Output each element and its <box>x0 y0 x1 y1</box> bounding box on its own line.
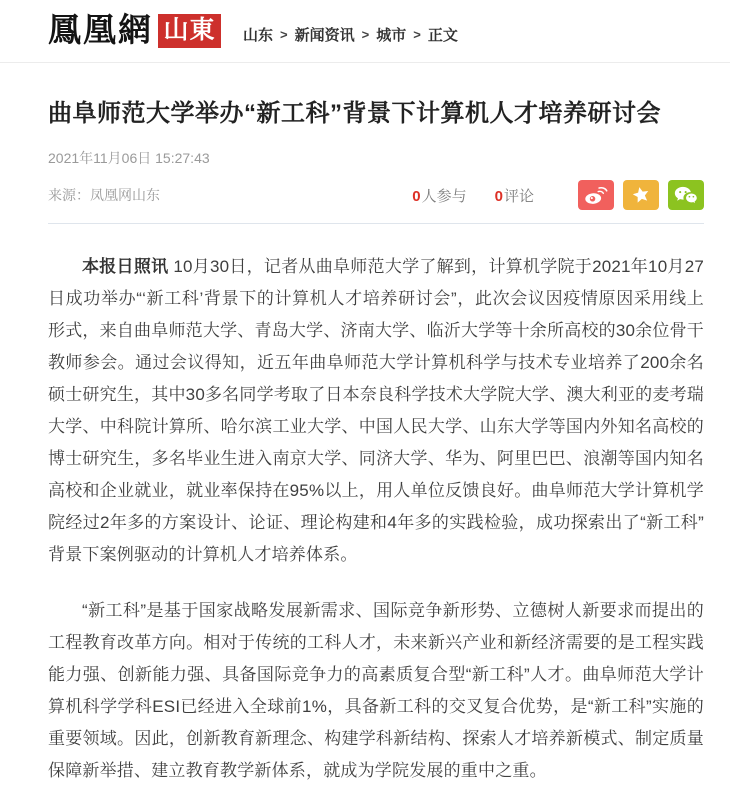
breadcrumb <box>243 24 458 45</box>
participation-number: 0 <box>412 187 421 205</box>
logo-region-badge: 山東 <box>158 14 221 48</box>
paragraph-2-text: “新工科”是基于国家战略发展新需求、国际竞争新形势、立德树人新要求而提出的工程教育改革方向。相对于传统的工科人才，未来新兴产业和新经济需要的是工程实践能力强、创新能力强、具备国际竞争力的高素质复合型“新工科”人才。曲阜师范大学计算机科学学科ESI已经进入全球前1%，具备新工科的交叉复合优势，是“新工科”实施的重要领域。因此，创新教育新理念、构建学科新结构、探索人才培养新模式、制定质量保障新举措、建立教育教学新体系，就成为学院发展的重中之重。 <box>48 601 704 780</box>
comment-number: 0 <box>494 187 503 205</box>
article <box>0 98 730 787</box>
breadcrumb-item-city[interactable]: 城市 <box>376 26 407 44</box>
breadcrumb-separator: > <box>361 26 370 42</box>
comment-label: 评论 <box>503 187 534 205</box>
breadcrumb-item-shandong[interactable]: 山东 <box>243 26 274 44</box>
share-buttons <box>578 180 704 210</box>
meta-row <box>48 180 704 210</box>
breadcrumb-item-news[interactable]: 新闻资讯 <box>294 26 355 44</box>
article-title: 曲阜师范大学举办“新工科”背景下计算机人才培养研讨会 <box>48 100 661 127</box>
engagement-counts <box>412 185 534 206</box>
weibo-icon <box>584 185 608 206</box>
favorite-star-icon <box>630 184 652 206</box>
source-value: 凤凰网山东 <box>90 187 160 203</box>
paragraph-2 <box>48 595 704 787</box>
wechat-share-button[interactable] <box>668 180 704 210</box>
weibo-share-button[interactable] <box>578 180 614 210</box>
publish-date: 2021年11月06日 15:27:43 <box>48 150 210 166</box>
favorite-button[interactable] <box>623 180 659 210</box>
paragraph-1-lead: 本报日照讯 <box>82 257 169 276</box>
breadcrumb-item-current: 正文 <box>427 26 458 44</box>
wechat-icon <box>674 185 698 206</box>
article-body <box>48 251 704 787</box>
breadcrumb-separator: > <box>280 26 288 42</box>
breadcrumb-separator: > <box>413 26 421 42</box>
participation-count[interactable] <box>412 185 466 206</box>
participation-label: 人参与 <box>421 187 467 205</box>
logo-brand-text: 鳳凰網 <box>48 12 153 49</box>
meta-divider <box>48 223 704 224</box>
comment-count[interactable] <box>495 185 534 206</box>
paragraph-1 <box>48 251 704 571</box>
paragraph-1-text: 10月30日，记者从曲阜师范大学了解到，计算机学院于2021年10月27日成功举办“‘新工科’背景下的计算机人才培养研讨会”，此次会议因疫情原因采用线上形式，来自曲阜师范大学、青岛大学、济南大学、临沂大学等十余所高校的30余位骨干教师参会。通过会议得知，近五年曲阜师范大学计算机科学与技术专业培养了200余名硕士研究生，其中30多名同学考取了日本奈良科学技术大学院大学、澳大利亚的麦考瑞大学、中科院计算所、哈尔滨工业大学、中国人民大学、山东大学等国内外知名高校的博士研究生，多名毕业生进入南京大学、同济大学、华为、阿里巴巴、浪潮等国内知名高校和企业就业，就业率保持在95%以上，用人单位反馈良好。曲阜师范大学计算机学院经过2年多的方案设计、论证、理论构建和4年多的实践检验，成功探索出了“新工科”背景下案例驱动的计算机人才培养体系。 <box>48 257 705 564</box>
phoenix-logo[interactable] <box>48 14 221 48</box>
site-header <box>0 0 730 63</box>
source-label: 来源： <box>48 187 90 203</box>
article-source <box>48 185 160 205</box>
